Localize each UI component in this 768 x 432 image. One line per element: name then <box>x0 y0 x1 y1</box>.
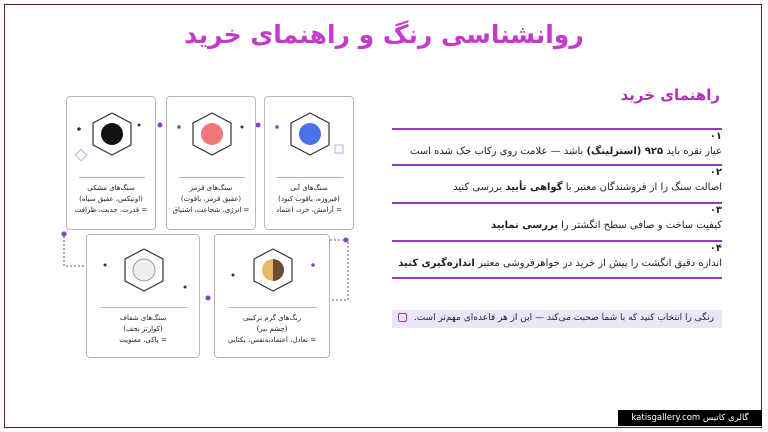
card-title: سنگ‌های شفاف <box>119 314 167 322</box>
step-number: ۰۱ <box>709 131 722 142</box>
card-examples: (عقیق قرمز، یاقوت) <box>180 195 242 203</box>
note-text: رنگی را انتخاب کنید که با شما صحبت می‌کند — این از هر قاعده‌ای مهم‌تر است. <box>413 313 714 323</box>
guide-note <box>392 310 722 328</box>
step-rule <box>392 128 722 130</box>
card-divider <box>277 177 343 178</box>
card-divider <box>229 307 317 308</box>
gem-swatch <box>101 123 123 145</box>
connector-right <box>330 240 348 300</box>
guide-step-2 <box>392 164 722 195</box>
gem-icon-red <box>167 97 257 177</box>
step-rule <box>392 164 722 166</box>
step-text: عیار نقره باید ۹۲۵ (استرلینگ) باشد — علامت روی رکاب حک شده است <box>409 146 722 157</box>
card-examples: (اونیکس، عقیق سیاه) <box>79 195 143 203</box>
card-examples: (چشم ببر) <box>256 325 288 333</box>
card-meaning: = تعادل، اعتمادبه‌نفس، یکتایی <box>227 336 317 344</box>
dot <box>344 238 349 243</box>
gem-icon-clear <box>87 235 201 311</box>
page-title: روانشناسی رنگ و راهنمای خرید <box>184 20 584 49</box>
gem-icon-black <box>67 97 157 177</box>
guide-step-4 <box>392 240 722 279</box>
card-warm-stones <box>214 234 330 358</box>
card-divider <box>79 177 145 178</box>
step-number: ۰۴ <box>709 243 722 254</box>
card-meaning: = آرامش، خرد، اعتماد <box>276 206 342 214</box>
guide-step-3 <box>392 202 722 233</box>
card-clear-stones <box>86 234 200 358</box>
step-number: ۰۲ <box>709 167 722 178</box>
step-number: ۰۳ <box>709 205 722 216</box>
card-meaning: = انرژی، شجاعت، اشتیاق <box>172 206 250 214</box>
card-divider <box>101 307 187 308</box>
note-icon <box>398 313 407 322</box>
card-divider <box>179 177 245 178</box>
gem-swatch-right <box>273 259 284 281</box>
card-meaning: = قدرت، جدیت، ظرافت <box>74 206 148 214</box>
card-title: سنگ‌های مشکی <box>87 184 135 192</box>
gem-swatch <box>299 123 321 145</box>
card-examples: (کوارتز نجف) <box>123 325 163 333</box>
dot <box>206 296 211 301</box>
footer-brand: گالری کاتیس katisgallery.com <box>618 410 762 426</box>
gem-icon-warm <box>215 235 331 311</box>
card-black-stones <box>66 96 156 230</box>
card-red-stones <box>166 96 256 230</box>
step-text: کیفیت ساخت و صافی سطح انگشتر را بررسی نمایید <box>490 220 722 231</box>
dot <box>62 232 67 237</box>
gem-swatch <box>201 123 223 145</box>
step-rule <box>392 202 722 204</box>
gem-swatch <box>133 259 155 281</box>
gem-swatch-left <box>262 259 273 281</box>
step-text: اندازه دقیق انگشت را پیش از خرید در جواهرفروشی معتبر اندازه‌گیری کنید <box>398 258 722 269</box>
gem-icon-blue <box>265 97 355 177</box>
card-meaning: = پاکی، معنویت <box>119 336 167 344</box>
card-examples: (فیروزه، یاقوت کبود) <box>278 195 340 203</box>
card-title: سنگ‌های قرمز <box>189 184 233 192</box>
guide-title: راهنمای خرید <box>620 86 720 104</box>
card-title: رنگ‌های گرم ترکیبی <box>242 314 302 322</box>
step-rule <box>392 240 722 242</box>
card-blue-stones <box>264 96 354 230</box>
card-title: سنگ‌های آبی <box>290 184 328 192</box>
step-text: اصالت سنگ را از فروشندگان معتبر با گواهی تأیید بررسی کنید <box>453 182 722 193</box>
step-rule <box>392 277 722 279</box>
dot <box>158 123 163 128</box>
connector-left <box>64 232 86 266</box>
guide-step-1 <box>392 128 722 159</box>
